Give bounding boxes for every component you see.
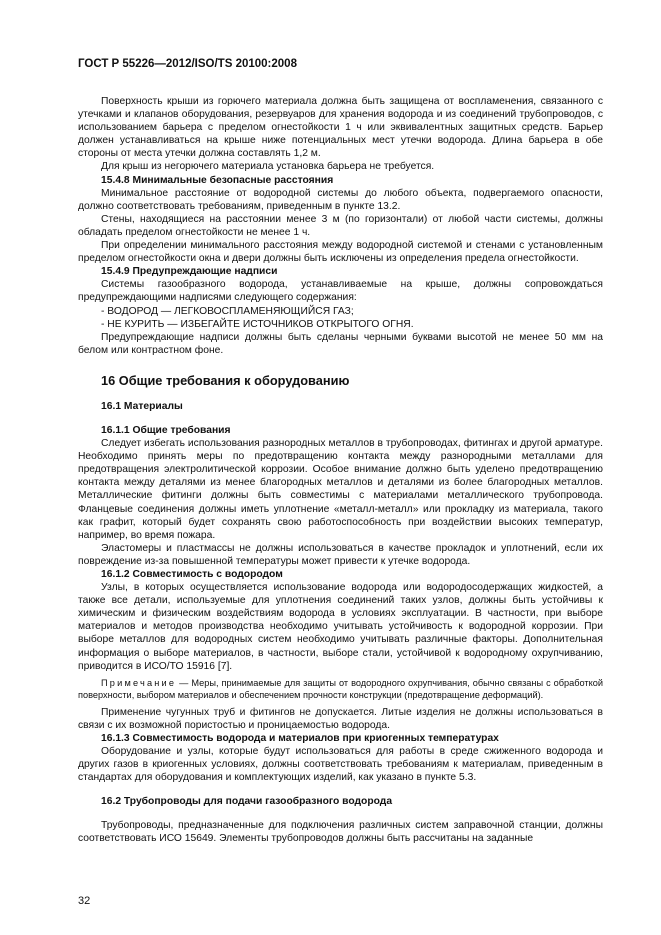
paragraph: Эластомеры и пластмассы не должны использоваться в качестве прокладок и уплотнений, если их повреждение из-за повышенной температуры может привести к утечке водорода. xyxy=(78,542,603,567)
standard-header: ГОСТ Р 55226—2012/ISO/TS 20100:2008 xyxy=(78,58,297,70)
paragraph: Предупреждающие надписи должны быть сделаны черными буквами высотой не менее 50 мм на белом или контрастном фоне. xyxy=(78,331,603,356)
paragraph: Узлы, в которых осуществляется использование водорода или водородосодержащих жидкостей, а также все детали, используемые для уплотнения соединений таких узлов, должны быть устойчивы к химическим и физическим воздействиям водорода в условиях эксплуатации. В частности, при выборе материалов и методов производства необходимо учитывать устойчивость к водородной коррозии. При выборе металлов для водородных систем необходимо учитывать различные факторы. Дополнительная информация о выборе материалов, в частности, выборе стали, устойчивой к водородному охрупчиванию, приводится в ИСО/ТО 15916 [7]. xyxy=(78,582,603,672)
document-body xyxy=(78,95,603,845)
section-heading-16-1-3: 16.1.3 Совместимость водорода и материалов при криогенных температурах xyxy=(101,732,499,744)
paragraph: Стены, находящиеся на расстоянии менее 3 м (по горизонтали) от любой части системы, должны обладать пределом огнестойкости не менее 1 ч. xyxy=(78,213,603,238)
paragraph: Системы газообразного водорода, устанавливаемые на крыше, должны сопровождаться предупреждающими надписями следующего содержания: xyxy=(78,279,603,304)
paragraph: Минимальное расстояние от водородной системы до любого объекта, подвергаемого опасности, должно соответствовать требованиям, приведенным в пункте 13.2. xyxy=(78,187,603,212)
note-text: — Меры, принимаемые для защиты от водородного охрупчивания, обычно связаны с обработкой поверхности, выбором материалов и обеспечением прочности конструкции (предотвращение деформаций). xyxy=(78,677,603,701)
section-heading-16-1-2: 16.1.2 Совместимость с водородом xyxy=(101,569,283,580)
section-heading-15-4-8: 15.4.8 Минимальные безопасные расстояния xyxy=(101,174,334,186)
paragraph: Следует избегать использования разнородных металлов в трубопроводах, фитингах и другой арматуре. Необходимо принять меры по предотвращению контакта между разнородными металлами для предотвращения электролитической коррозии. Особое внимание должно быть уделено предотвращению контакта между деталями из менее благородных металлов и деталями из более благородных металлов. Металлические фитинги должны быть совместимы с материалами металлического трубопровода. Фланцевые соединения должны иметь уплотнение «металл-металл» или прокладку из материала, такого как графит, который будет сохранять свою работоспособность при воздействии высоких температур, например, во время пожара. xyxy=(78,438,603,541)
section-heading-15-4-9: 15.4.9 Предупреждающие надписи xyxy=(101,266,278,278)
paragraph: Поверхность крыши из горючего материала должна быть защищена от воспламенения, связанного с утечками и клапанов оборудования, резервуаров для хранения водорода и из соединений трубопроводов, с использованием барьера с пределом огнестойкости 1 ч или эквивалентных защитных средств. Барьер должен устанавливаться на крыше ниже потенциальных мест утечки водорода. Длина барьера в обе стороны от места утечки должна составлять 1,2 м. xyxy=(78,96,603,160)
paragraph: Для крыш из негорючего материала установка барьера не требуется. xyxy=(101,161,435,173)
note xyxy=(78,677,603,702)
paragraph: Применение чугунных труб и фитингов не допускается. Литые изделия не должны использоваться в связи с их возможной пористостью и проницаемостью водорода. xyxy=(78,706,603,731)
paragraph: При определении минимального расстояния между водородной системой и стенами с установленным пределом огнестойкости окна и двери должны быть исключены из определения предела огнестойкости. xyxy=(78,240,603,265)
section-heading-16-2: 16.2 Трубопроводы для подачи газообразного водорода xyxy=(101,796,393,808)
section-heading-16: 16 Общие требования к оборудованию xyxy=(101,372,350,388)
page-number: 32 xyxy=(78,895,91,907)
paragraph: Трубопроводы, предназначенные для подключения различных систем заправочной станции, должны соответствовать ИСО 15649. Элементы трубопроводов должны быть рассчитаны на заданные xyxy=(78,820,603,845)
paragraph: Оборудование и узлы, которые будут использоваться для работы в среде сжиженного водорода и других газов в криогенных условиях, должны соответствовать требованиям к материалам, приведенным в стандартах для оборудования и комплектующих изделий, как указано в пункте 5.3. xyxy=(78,745,603,784)
warning-line: - ВОДОРОД — ЛЕГКОВОСПЛАМЕНЯЮЩИЙСЯ ГАЗ; xyxy=(101,305,354,317)
note-label: Примечание xyxy=(101,677,177,688)
section-heading-16-1-1: 16.1.1 Общие требования xyxy=(101,424,231,436)
warning-line: - НЕ КУРИТЬ — ИЗБЕГАЙТЕ ИСТОЧНИКОВ ОТКРЫТОГО ОГНЯ. xyxy=(101,318,414,330)
section-heading-16-1: 16.1 Материалы xyxy=(101,400,183,412)
